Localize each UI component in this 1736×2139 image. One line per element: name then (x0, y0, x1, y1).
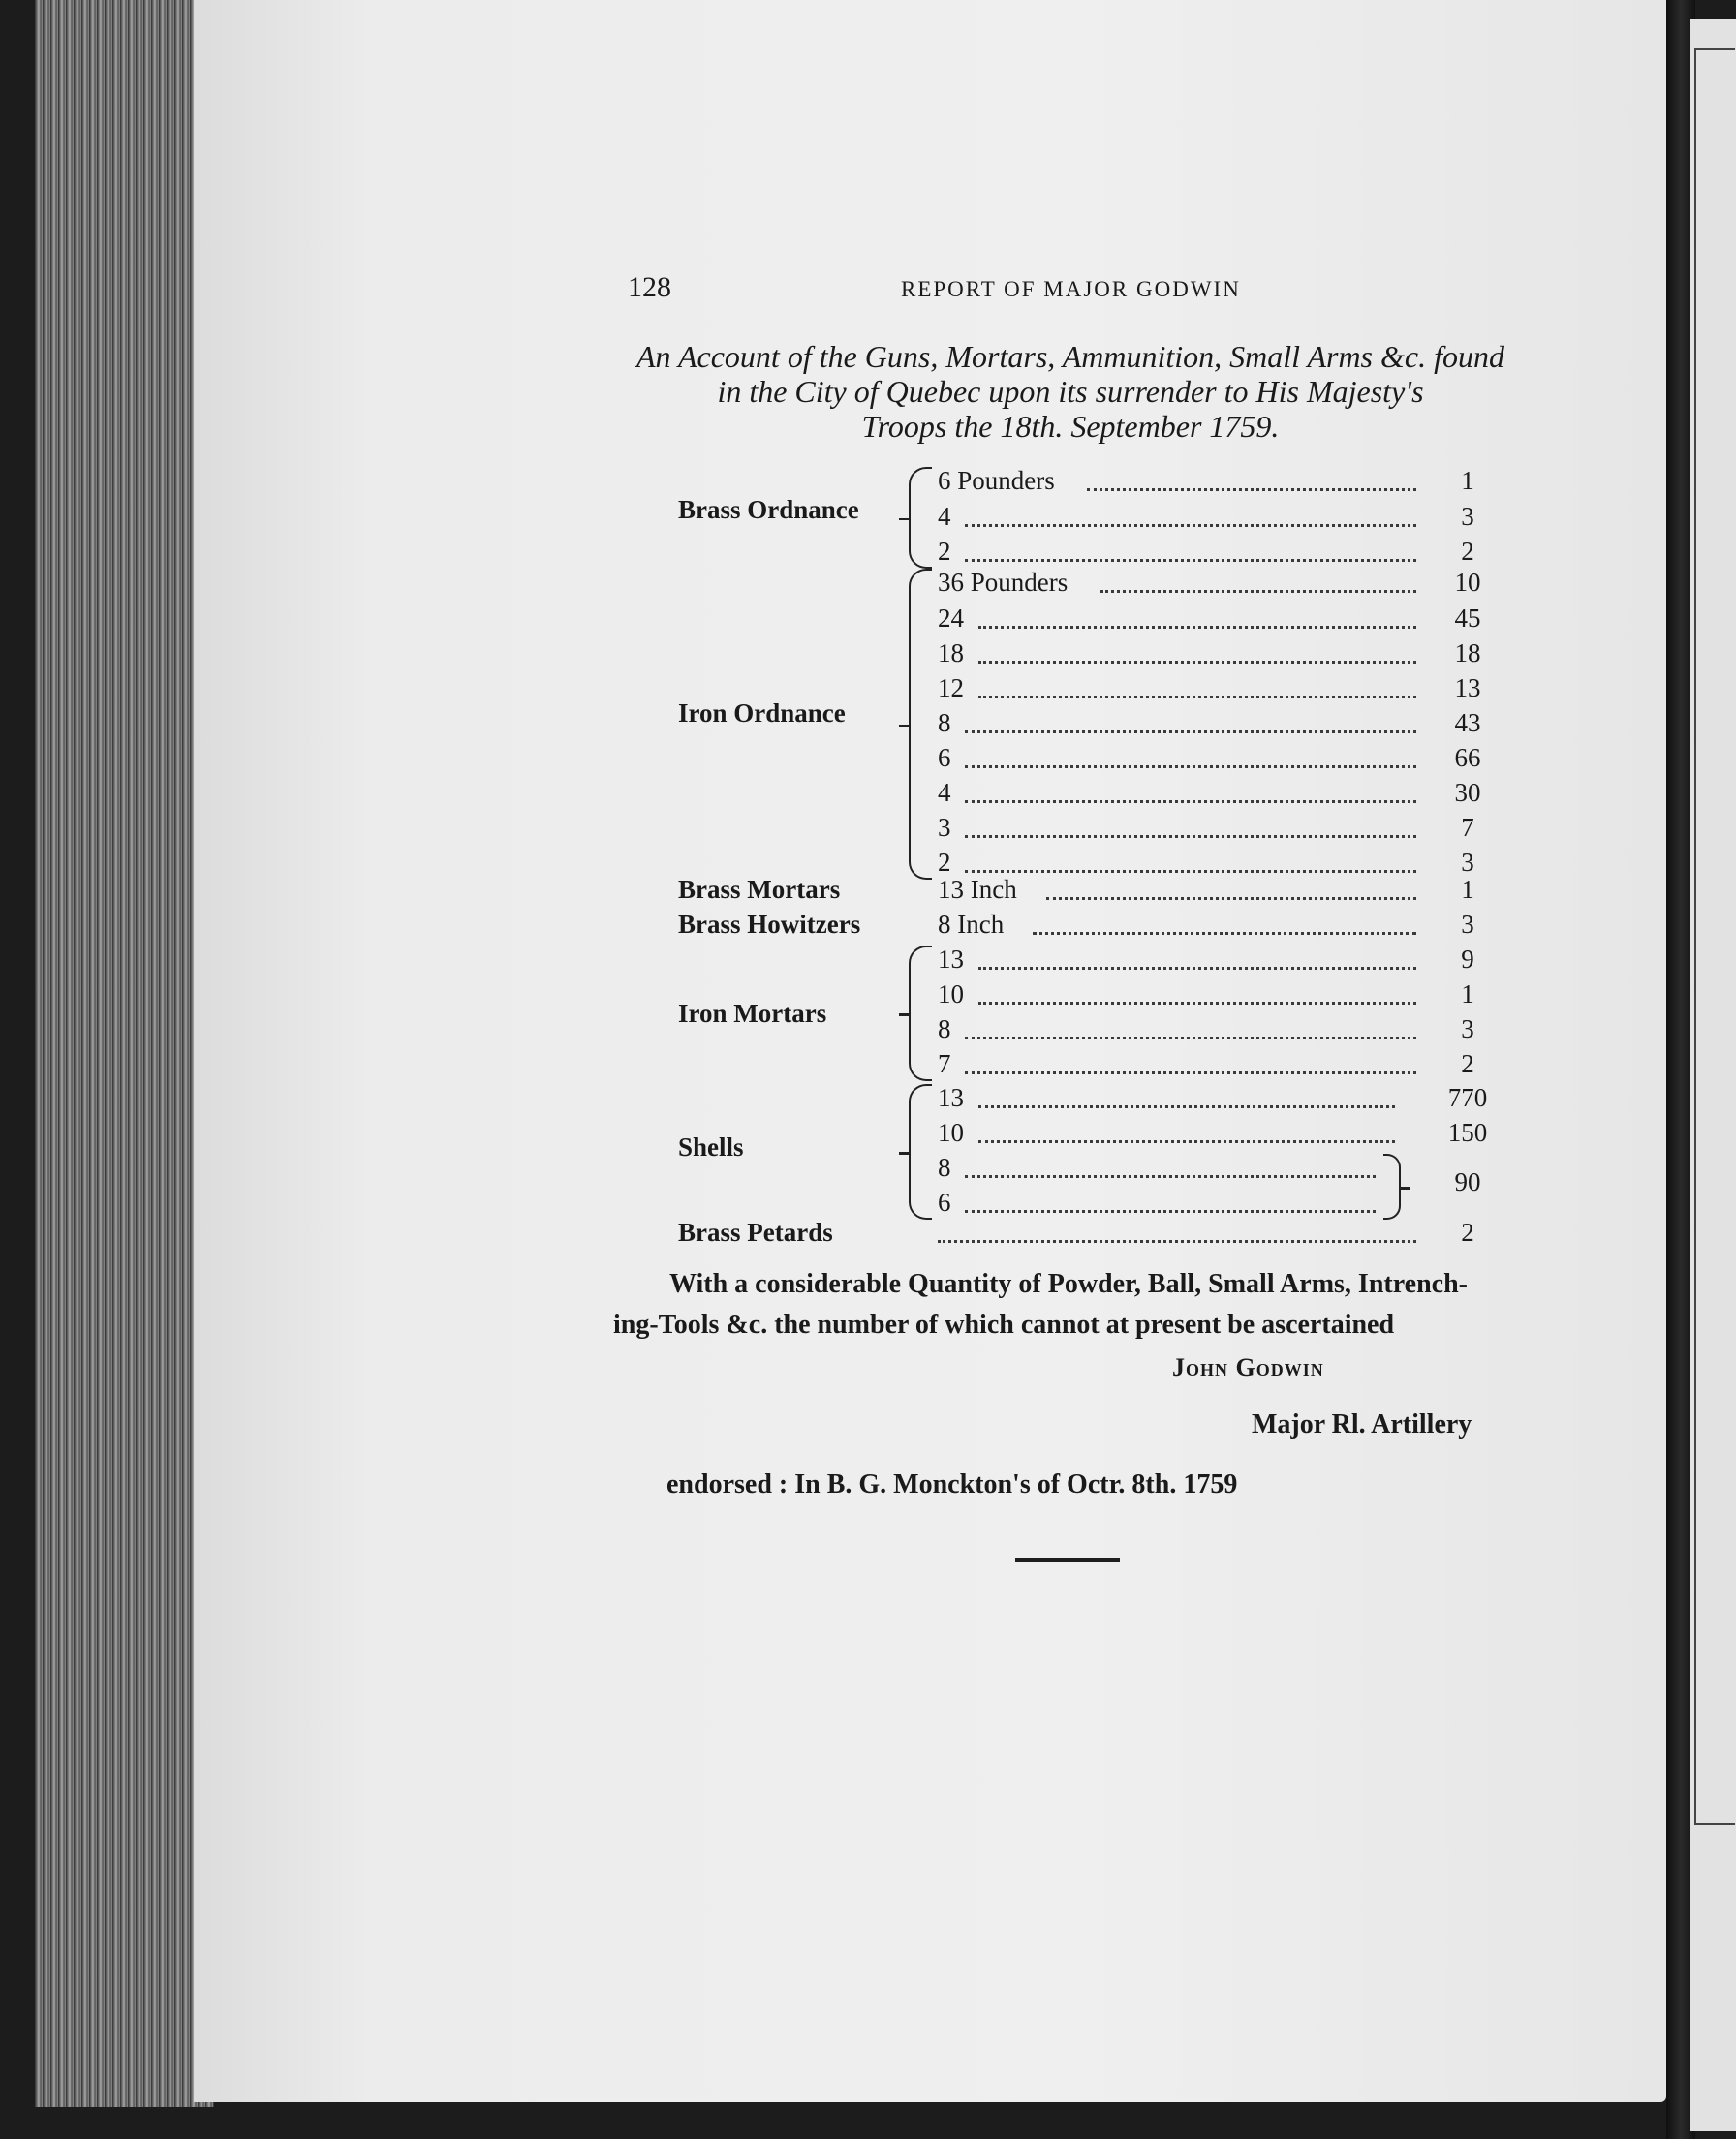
leader-dots (1046, 862, 1416, 900)
leader-dots (978, 967, 1416, 1005)
item-label: 4 (938, 502, 951, 531)
endorsement: endorsed : In B. G. Monckton's of Octr. 8th. 1759 (666, 1470, 1238, 1500)
item-label: 3 (938, 813, 951, 842)
quantity-value: 3 (1461, 502, 1474, 531)
group-brace (909, 467, 932, 569)
quantity-value: 1 (1461, 979, 1474, 1008)
quantity-value: 66 (1454, 743, 1481, 772)
quantity-value: 1 (1461, 875, 1474, 904)
ledger-row (0, 534, 1736, 569)
ledger-row (0, 601, 1736, 636)
leader-dots (978, 1105, 1395, 1143)
category-label: Shells (678, 1132, 744, 1162)
leader-dots (978, 661, 1416, 698)
quantity-value: 150 (1447, 1118, 1488, 1147)
page-number: 128 (628, 271, 671, 303)
leader-dots (965, 1002, 1416, 1039)
item-label: 13 (938, 945, 964, 974)
quantity-value: 2 (1461, 1049, 1474, 1078)
group-brace (909, 1084, 932, 1220)
leader-dots (1033, 897, 1416, 935)
group-brace (909, 946, 932, 1081)
quantity-value: 1 (1461, 466, 1474, 495)
quantity-value: 3 (1461, 848, 1474, 877)
quantity-value: 13 (1454, 673, 1481, 702)
ledger-row (0, 636, 1736, 670)
ledger-row (0, 942, 1736, 976)
category-label: Iron Ordnance (678, 698, 846, 728)
ledger-row (0, 1011, 1736, 1046)
item-label: 8 (938, 708, 951, 737)
quantity-value: 10 (1454, 568, 1481, 597)
item-label: 6 (938, 743, 951, 772)
item-label: 18 (938, 638, 964, 667)
item-label: 8 (938, 1153, 951, 1182)
item-label: 13 (938, 1083, 964, 1112)
quantity-value: 3 (1461, 1014, 1474, 1043)
item-label: 13 Inch (938, 875, 1017, 904)
caption-line-2: in the City of Quebec upon its surrender to His Majesty's (717, 374, 1424, 409)
leader-dots (965, 489, 1416, 527)
quantity-value: 18 (1454, 638, 1481, 667)
signature-name: John Godwin (1172, 1353, 1324, 1381)
category-label: Brass Mortars (678, 875, 841, 904)
leader-dots (965, 696, 1416, 733)
ledger-row (0, 463, 1736, 498)
item-label: 10 (938, 1118, 964, 1147)
group-brace (909, 569, 932, 880)
leader-dots (965, 1140, 1376, 1178)
item-label: 2 (938, 848, 951, 877)
quantity-value: 770 (1447, 1083, 1488, 1112)
leader-dots (965, 730, 1416, 768)
ledger-row (0, 670, 1736, 705)
ledger-row (0, 565, 1736, 600)
leader-dots (978, 626, 1416, 664)
caption-line-1: An Account of the Guns, Mortars, Ammunition, Small Arms &c. found (636, 339, 1504, 374)
ledger-row (0, 872, 1736, 907)
ledger-row (0, 976, 1736, 1011)
running-head (628, 271, 1500, 320)
ledger-row (0, 1115, 1736, 1150)
item-label: 4 (938, 778, 951, 807)
quantity-value: 43 (1454, 708, 1481, 737)
quantity-value: 2 (1461, 537, 1474, 566)
category-label: Brass Howitzers (678, 910, 861, 939)
closing-note (613, 1264, 1519, 1346)
quantity-value: 30 (1454, 778, 1481, 807)
leader-dots (978, 1070, 1395, 1108)
ledger-row (0, 740, 1736, 775)
item-label: 7 (938, 1049, 951, 1078)
leader-dots (978, 932, 1416, 970)
note-line-1: With a considerable Quantity of Powder, Ball, Small Arms, Intrench- (669, 1269, 1468, 1299)
ledger-row (0, 705, 1736, 740)
leader-dots (938, 1205, 1416, 1243)
end-rule (1015, 1558, 1120, 1562)
ledger-row (0, 499, 1736, 534)
category-label: Iron Mortars (678, 999, 827, 1028)
quantity-value: 2 (1461, 1218, 1474, 1247)
quantity-value: 7 (1461, 813, 1474, 842)
table-caption (581, 339, 1560, 444)
running-title: REPORT OF MAJOR GODWIN (901, 277, 1241, 301)
note-line-2: ing-Tools &c. the number of which cannot at present be ascertained (613, 1310, 1395, 1340)
ledger-row (0, 1080, 1736, 1115)
quantity-value: 3 (1461, 910, 1474, 939)
leader-dots (1087, 453, 1416, 491)
item-label: 2 (938, 537, 951, 566)
leader-dots (1100, 555, 1416, 593)
item-label: 8 (938, 1014, 951, 1043)
item-label: 12 (938, 673, 964, 702)
combined-quantity: 90 (1454, 1167, 1481, 1196)
item-label: 10 (938, 979, 964, 1008)
leader-dots (965, 1037, 1416, 1074)
item-label: 6 (938, 1188, 951, 1217)
ledger-row (0, 1215, 1736, 1250)
quantity-value: 45 (1454, 604, 1481, 633)
item-label: 36 Pounders (938, 568, 1069, 597)
leader-dots (965, 765, 1416, 803)
ledger-row (0, 907, 1736, 942)
ledger-row (0, 810, 1736, 845)
item-label: 8 Inch (938, 910, 1005, 939)
category-label: Brass Petards (678, 1218, 833, 1247)
quantity-value: 9 (1461, 945, 1474, 974)
leader-dots (978, 591, 1416, 629)
caption-line-3: Troops the 18th. September 1759. (861, 409, 1280, 444)
signature-rank: Major Rl. Artillery (1252, 1410, 1472, 1440)
ledger-row (0, 775, 1736, 810)
ledger-row (0, 1046, 1736, 1081)
item-label: 6 Pounders (938, 466, 1055, 495)
category-label: Brass Ordnance (678, 495, 859, 524)
leader-dots (965, 800, 1416, 838)
item-label: 24 (938, 604, 964, 633)
